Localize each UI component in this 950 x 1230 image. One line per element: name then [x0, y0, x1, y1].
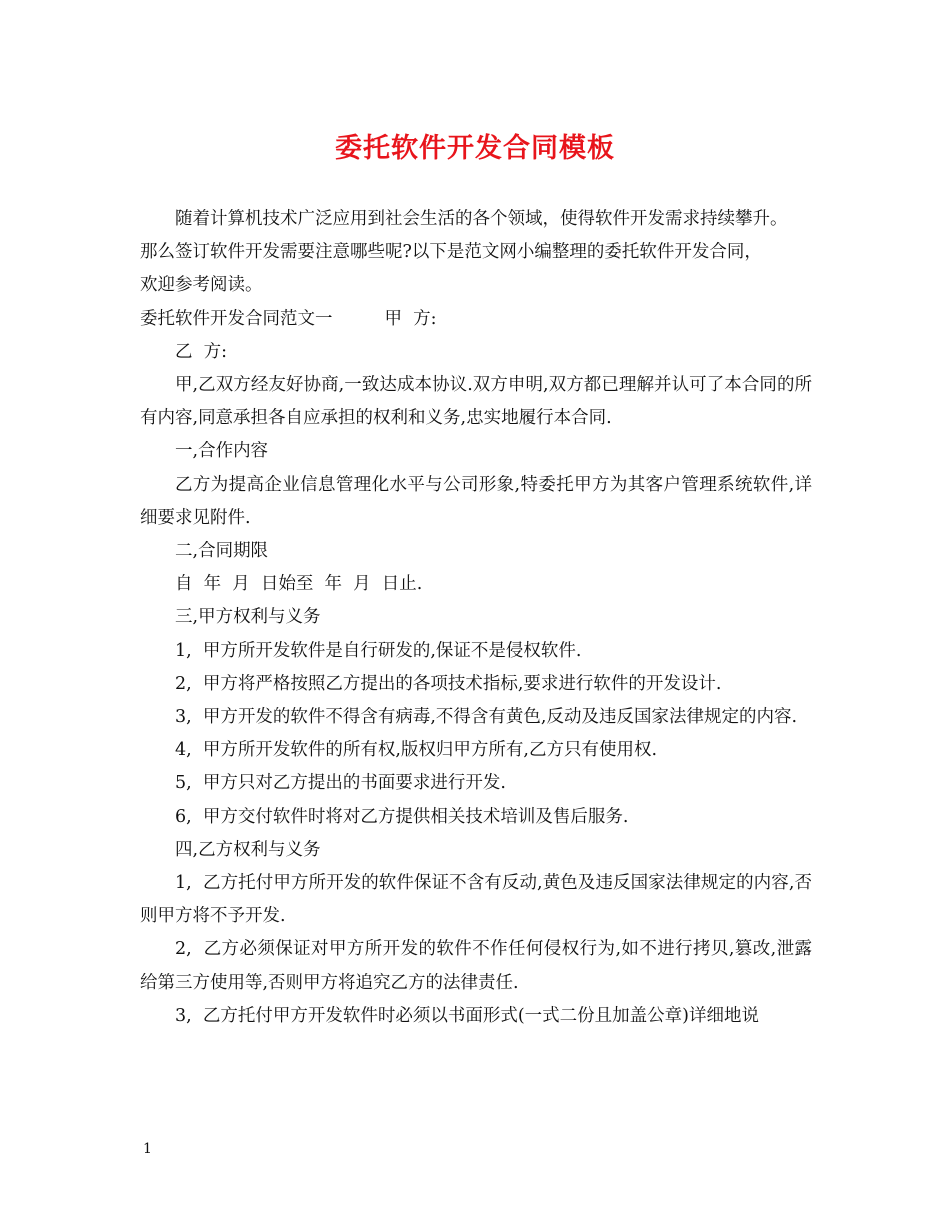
- page-number: 1: [143, 1141, 152, 1157]
- section-1-paragraph: 乙方为提高企业信息管理化水平与公司形象,特委托甲方为其客户管理系统软件,详细要求见附件.: [140, 474, 812, 528]
- document-body: [140, 203, 812, 1033]
- section-3-item: 1, 甲方所开发软件是自行研发的,保证不是侵权软件.: [175, 640, 582, 661]
- section-1-heading: 一,合作内容: [175, 441, 269, 462]
- party-a-label: 甲 方:: [384, 308, 437, 329]
- section-3-item: 2, 甲方将严格按照乙方提出的各项技术指标,要求进行软件的开发设计.: [175, 673, 722, 694]
- document-title: 委托软件开发合同模板: [335, 133, 615, 164]
- section-3-item: 4, 甲方所开发软件的所有权,版权归甲方所有,乙方只有使用权.: [175, 740, 658, 761]
- sample-heading-line: [140, 303, 812, 336]
- section-3-heading: 三,甲方权利与义务: [175, 607, 321, 628]
- section-2-heading: 二,合同期限: [175, 541, 269, 562]
- section-4-item: 1, 乙方托付甲方所开发的软件保证不含有反动,黄色及违反国家法律规定的内容,否则甲方将不予开发.: [140, 873, 812, 927]
- intro-line-2: 那么签订软件开发需要注意哪些呢?以下是范文网小编整理的委托软件开发合同，: [140, 242, 762, 263]
- section-3-item: 5, 甲方只对乙方提出的书面要求进行开发.: [175, 773, 506, 794]
- section-4-item: 2, 乙方必须保证对甲方所开发的软件不作任何侵权行为,如不进行拷贝,篡改,泄露给第三方使用等,否则甲方将追究乙方的法律责任.: [140, 939, 812, 993]
- preamble-paragraph: 甲,乙双方经友好协商,一致达成本协议.双方申明,双方都已理解并认可了本合同的所有内容,同意承担各自应承担的权利和义务,忠实地履行本合同.: [140, 375, 812, 429]
- section-4-item: 3, 乙方托付甲方开发软件时必须以书面形式(一式二份且加盖公章)详细地说: [175, 1005, 759, 1026]
- section-3-item: 3, 甲方开发的软件不得含有病毒,不得含有黄色,反动及违反国家法律规定的内容.: [175, 707, 798, 728]
- intro-line-3: 欢迎参考阅读。: [140, 275, 263, 296]
- section-4-heading: 四,乙方权利与义务: [175, 839, 321, 860]
- intro-line-1: 随着计算机技术广泛应用到社会生活的各个领域，使得软件开发需求持续攀升。: [175, 209, 788, 229]
- party-b-label: 乙 方:: [175, 341, 228, 362]
- sample-title: 委托软件开发合同范文一: [140, 308, 333, 329]
- section-2-paragraph: 自 年 月 日始至 年 月 日止.: [175, 574, 423, 595]
- section-3-item: 6, 甲方交付软件时将对乙方提供相关技术培训及售后服务.: [175, 806, 629, 827]
